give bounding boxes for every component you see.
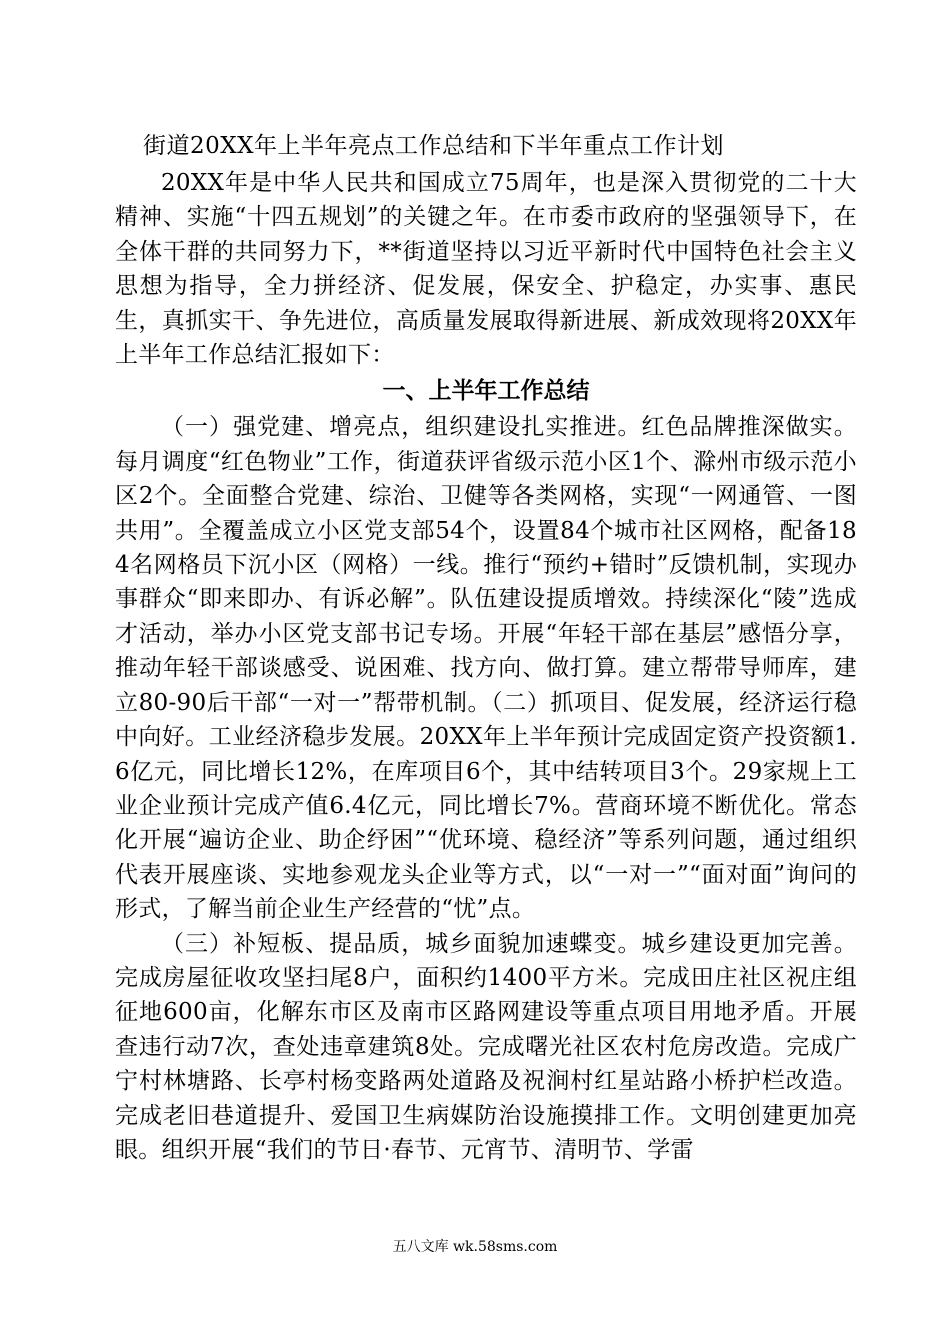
document-body bbox=[115, 126, 857, 1167]
document-title: 街道20XX年上半年亮点工作总结和下半年重点工作计划 bbox=[143, 133, 725, 159]
body-paragraph: （一）强党建、增亮点，组织建设扎实推进。红色品牌推深做实。每月调度“红色物业”工作，街道获评省级示范小区1个、滁州市级示范小区2个。全面整合党建、综治、卫健等各类网格，实现“一网通管、一图共用”。全覆盖成立小区党支部54个，设置84个城市社区网格，配备184名网格员下沉小区（网格）一线。推行“预约+错时”反馈机制，实现办事群众“即来即办、有诉必解”。队伍建设提质增效。持续深化“陵”选成才活动，举办小区党支部书记专场。开展“年轻干部在基层”感悟分享，推动年轻干部谈感受、说困难、找方向、做打算。建立帮带导师库，建立80-90后干部“一对一”帮带机制。（二）抓项目、促发展，经济运行稳中向好。工业经济稳步发展。20XX年上半年预计完成固定资产投资额1.6亿元，同比增长12%，在库项目6个，其中结转项目3个。29家规上工业企业预计完成产值6.4亿元，同比增长7%。营商环境不断优化。常态化开展“遍访企业、助企纾困”“优环境、稳经济”等系列问题，通过组织代表开展座谈、实地参观龙头企业等方式，以“一对一”“面对面”询问的形式，了解当前企业生产经营的“忧”点。 bbox=[115, 414, 857, 923]
section-heading: 一、上半年工作总结 bbox=[382, 378, 590, 405]
page-footer-watermark: 五八文库 wk.58sms.com bbox=[392, 1239, 558, 1255]
intro-paragraph: 20XX年是中华人民共和国成立75周年，也是深入贯彻党的二十大精神、实施“十四五规划”的关键之年。在市委市政府的坚强领导下，在全体干群的共同努力下，**街道坚持以习近平新时代中国特色社会主义思想为指导，全力拼经济、促发展，保安全、护稳定，办实事、惠民生，真抓实干、争先进位，高质量发展取得新进展、新成效现将20XX年上半年工作总结汇报如下： bbox=[115, 170, 857, 369]
body-paragraph: （三）补短板、提品质，城乡面貌加速蝶变。城乡建设更加完善。完成房屋征收攻坚扫尾8户，面积约1400平方米。完成田庄社区祝庄组征地600亩，化解东市区及南市区路网建设等重点项目用地矛盾。开展查违行动7次，查处违章建筑8处。完成曙光社区农村危房改造。完成广宁村林塘路、长亭村杨变路两处道路及祝涧村红星站路小桥护栏改造。完成老旧巷道提升、爱国卫生病媒防治设施摸排工作。文明创建更加亮眼。组织开展“我们的节日·春节、元宵节、清明节、学雷 bbox=[115, 930, 857, 1163]
